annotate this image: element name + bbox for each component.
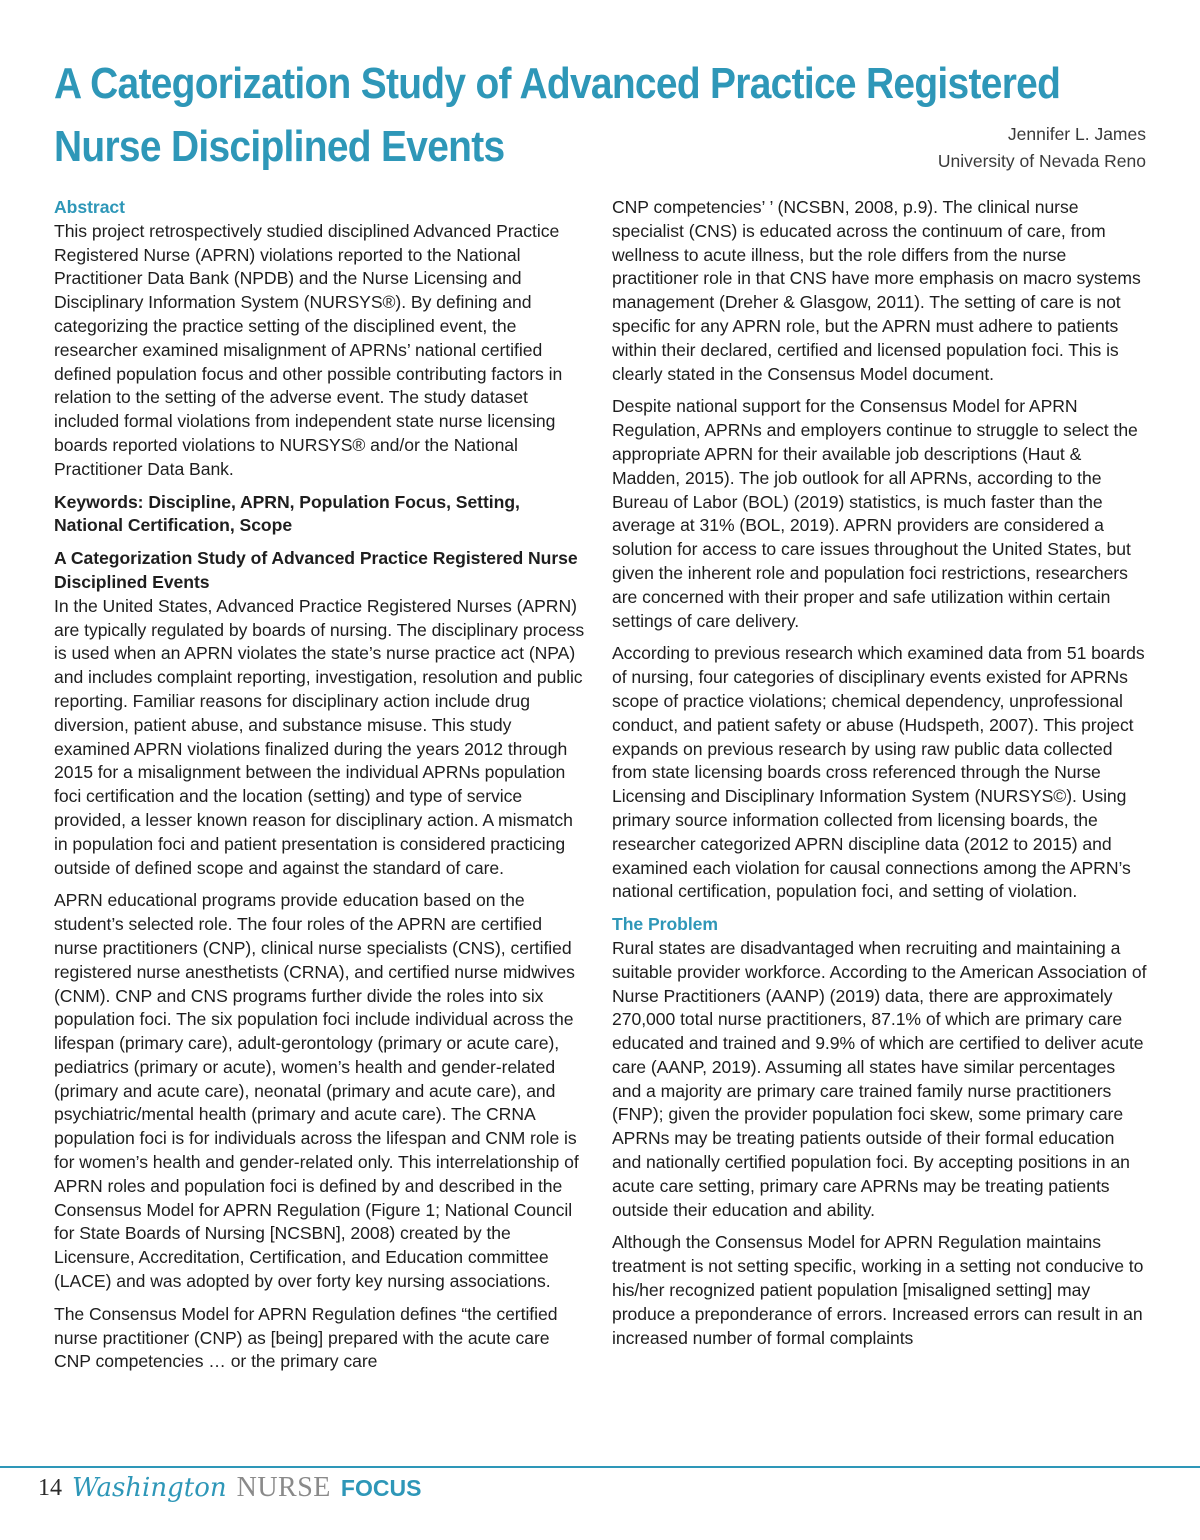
page-footer: [38, 1468, 421, 1508]
problem-heading: The Problem: [612, 914, 719, 935]
page-title: [54, 52, 1060, 178]
section-heading: A Categorization Study of Advanced Practice Registered Nurse Disciplined Events: [54, 548, 578, 592]
body-paragraph: The Consensus Model for APRN Regulation defines “the certified nurse practitioner (CNP) as [being] prepared with the acute care CNP competencies … or the primary care: [54, 1303, 558, 1372]
left-column: [54, 196, 590, 1374]
right-column: [612, 196, 1148, 1350]
keywords: Keywords: Discipline, APRN, Population Focus, Setting, National Certification, Scope: [54, 491, 520, 536]
title-line-1: A Categorization Study of Advanced Practice Registered: [54, 59, 1061, 108]
title-line-2: Nurse Disciplined Events: [54, 122, 505, 171]
body-paragraph: Although the Consensus Model for APRN Regulation maintains treatment is not setting specific, working in a setting not conducive to his/her recognized patient population [misaligned setting] may produce a preponderance of errors. Increased errors can result in an increased number of formal complaints: [612, 1232, 1144, 1348]
body-paragraph: CNP competencies’ ’ (NCSBN, 2008, p.9). The clinical nurse specialist (CNS) is educated across the continuum of care, from wellness to acute illness, but the role differs from the nurse practitioner role in that CNS have more emphasis on macro systems management (Dreher & Glasgow, 2011). The setting of care is not specific for any APRN role, but the APRN must adhere to patients within their declared, certified and licensed population foci. This is clearly stated in the Consensus Model document.: [612, 197, 1141, 384]
page-number: 14: [38, 1474, 62, 1501]
body-paragraph: In the United States, Advanced Practice Registered Nurses (APRN) are typically regulated by boards of nursing. The disciplinary process is used when an APRN violates the state’s nurse practice act (NPA) and includes complaint reporting, investigation, resolution and public reporting. Familiar reasons for disciplinary action include drug diversion, patient abuse, and substance misuse. This study examined APRN violations finalized during the years 2012 through 2015 for a misalignment between the individual APRNs population foci certification and the location (setting) and type of service provided, a lesser known reason for disciplinary action. A mismatch in population foci and patient presentation is considered practicing outside of defined scope and against the standard of care.: [54, 595, 585, 878]
author-block: [938, 121, 1146, 175]
body-paragraph: APRN educational programs provide education based on the student’s selected role. The four roles of the APRN are certified nurse practitioners (CNP), clinical nurse specialists (CNS), certified registered nurse anesthetists (CRNA), and certified nurse midwives (CNM). CNP and CNS programs further divide the roles into six population foci. The six population foci include individual across the lifespan (primary care), adult-gerontology (primary or acute care), pediatrics (primary or acute), women’s health and gender-related (primary and acute care), neonatal (primary and acute care), and psychiatric/mental health (primary and acute care). The CRNA population foci is for individuals across the lifespan and CNM role is for women’s health and gender-related only. This interrelationship of APRN roles and population foci is defined by and described in the Consensus Model for APRN Regulation (Figure 1; National Council for State Boards of Nursing [NCSBN], 2008) created by the Licensure, Accreditation, Certification, and Education committee (LACE) and was adopted by over forty key nursing associations.: [54, 890, 579, 1292]
abstract-text: This project retrospectively studied disciplined Advanced Practice Registered Nurse (APRN) violations reported to the National Practitioner Data Bank (NPDB) and the Nurse Licensing and Disciplinary Information System (NURSYS®). By defining and categorizing the practice setting of the disciplined event, the researcher examined misalignment of APRNs’ national certified defined population focus and other possible contributing factors in relation to the setting of the adverse event. The study dataset included formal violations from independent state nurse licensing boards reported violations to NURSYS® and/or the National Practitioner Data Bank.: [54, 220, 563, 479]
brand-washington: Washington: [72, 1473, 227, 1503]
body-paragraph: Despite national support for the Consensus Model for APRN Regulation, APRNs and employers continue to struggle to select the appropriate APRN for their available job descriptions (Haut & Madden, 2015). The job outlook for all APRNs, according to the Bureau of Labor (BOL) (2019) statistics, is much faster than the average at 31% (BOL, 2019). APRN providers are considered a solution for access to care issues throughout the United States, but given the inherent role and population foci restrictions, researchers are concerned with their proper and safe utilization within certain settings of care delivery.: [612, 396, 1138, 631]
brand-nurse: NURSE: [236, 1472, 331, 1503]
body-paragraph: According to previous research which examined data from 51 boards of nursing, four categories of disciplinary events existed for APRNs scope of practice violations; chemical dependency, unprofessional conduct, and patient safety or abuse (Hudspeth, 2007). This project expands on previous research by using raw public data collected from state licensing boards cross referenced through the Nurse Licensing and Disciplinary Information System (NURSYS©). Using primary source information collected from licensing boards, the researcher categorized APRN discipline data (2012 to 2015) and examined each violation for causal connections among the APRN’s national certification, population foci, and setting of violation.: [612, 643, 1145, 902]
brand-focus: FOCUS: [340, 1474, 422, 1501]
author-name: Jennifer L. James: [1007, 124, 1146, 144]
author-affiliation: University of Nevada Reno: [937, 151, 1146, 171]
abstract-heading: Abstract: [54, 197, 125, 217]
body-paragraph: Rural states are disadvantaged when recruiting and maintaining a suitable provider workforce. According to the American Association of Nurse Practitioners (AANP) (2019) data, there are approximately 270,000 total nurse practitioners, 87.1% of which are primary care educated and trained and 9.9% of which are certified to deliver acute care (AANP, 2019). Assuming all states have similar percentages and a majority are primary care trained family nurse practitioners (FNP); given the provider population foci skew, some primary care APRNs may be treating patients outside of their formal education and nationally certified population foci. By accepting positions in an acute care setting, primary care APRNs may be treating patients outside their education and ability.: [612, 937, 1147, 1220]
